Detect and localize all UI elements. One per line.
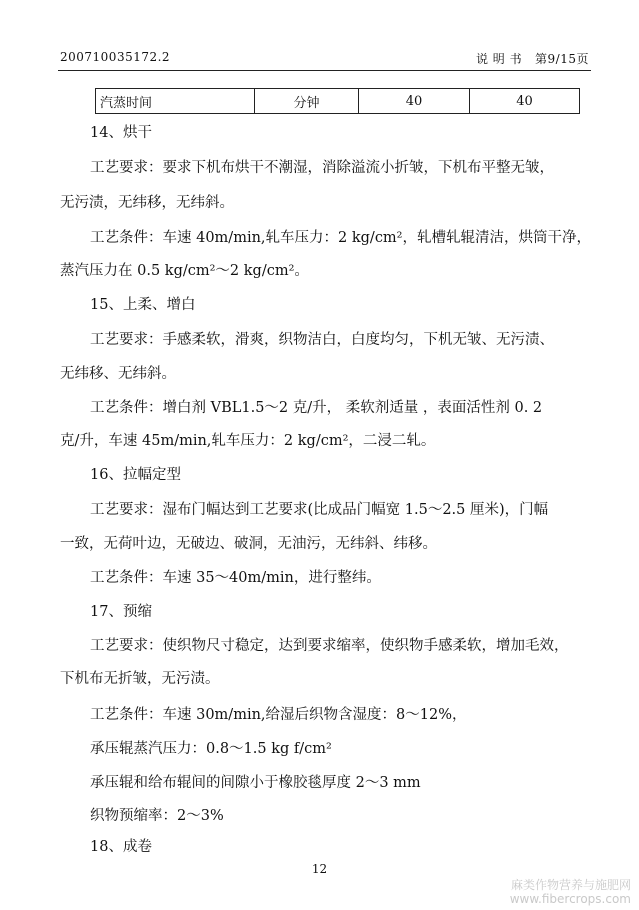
process-table	[95, 88, 580, 114]
section-15-requirement-cont: 无纬移、无纬斜。	[60, 366, 176, 382]
page-label: 第9/15页	[535, 52, 589, 66]
header-rule	[58, 70, 591, 71]
section-16-conditions: 工艺条件：车速 35～40m/min，进行整纬。	[90, 570, 381, 586]
watermark-url: www.fibercrops.com	[509, 892, 631, 906]
table-cell: 分钟	[255, 89, 359, 114]
section-14-requirement: 工艺要求：要求下机布烘干不潮湿，消除溢流小折皱，下机布平整无皱，	[90, 160, 554, 176]
table-cell: 汽蒸时间	[96, 89, 255, 114]
doc-type: 说 明 书	[475, 52, 523, 66]
section-14-requirement-cont: 无污渍，无纬移，无纬斜。	[60, 195, 234, 211]
page-number: 12	[311, 862, 328, 876]
section-15-conditions-cont: 克/升，车速 45m/min,轧车压力：2 kg/cm²，二浸二轧。	[60, 433, 436, 449]
section-18-heading: 18、成卷	[90, 839, 152, 855]
section-14-heading: 14、烘干	[90, 125, 152, 141]
section-17-requirement-cont: 下机布无折皱，无污渍。	[60, 671, 220, 687]
section-16-requirement-cont: 一致，无荷叶边，无破边、破洞，无油污，无纬斜、纬移。	[60, 536, 437, 552]
section-17-conditions: 工艺条件：车速 30m/min,给湿后织物含湿度：8～12%，	[90, 707, 467, 723]
section-17-shrinkage-rate: 织物预缩率：2～3%	[90, 808, 224, 824]
section-16-requirement: 工艺要求：湿布门幅达到工艺要求(比成品门幅宽 1.5～2.5 厘米)，门幅	[90, 502, 549, 518]
header-right	[476, 50, 589, 67]
section-17-heading: 17、预缩	[90, 604, 152, 620]
section-15-requirement: 工艺要求：手感柔软，滑爽，织物洁白，白度均匀，下机无皱、无污渍、	[90, 332, 554, 348]
section-17-requirement: 工艺要求：使织物尺寸稳定，达到要求缩率，使织物手感柔软，增加毛效，	[90, 638, 569, 654]
table-row	[96, 89, 580, 114]
watermark-name: 麻类作物营养与施肥网	[510, 878, 631, 892]
section-17-roller-gap: 承压辊和给布辊间的间隙小于橡胶毯厚度 2～3 mm	[90, 775, 421, 791]
table-cell: 40	[470, 89, 580, 114]
section-14-conditions-cont: 蒸汽压力在 0.5 kg/cm²～2 kg/cm²。	[60, 263, 309, 279]
patent-number: 200710035172.2	[60, 50, 171, 64]
section-15-heading: 15、上柔、增白	[90, 297, 196, 313]
watermark	[510, 878, 631, 906]
section-17-steam-pressure: 承压辊蒸汽压力：0.8～1.5 kg f/cm²	[90, 741, 332, 757]
section-14-conditions: 工艺条件：车速 40m/min,轧车压力：2 kg/cm²，轧槽轧辊清洁，烘筒干净，	[90, 230, 591, 246]
section-15-conditions: 工艺条件：增白剂 VBL1.5～2 克/升， 柔软剂适量 ，表面活性剂 0. 2	[90, 400, 543, 416]
table-cell: 40	[359, 89, 470, 114]
section-16-heading: 16、拉幅定型	[90, 467, 181, 483]
